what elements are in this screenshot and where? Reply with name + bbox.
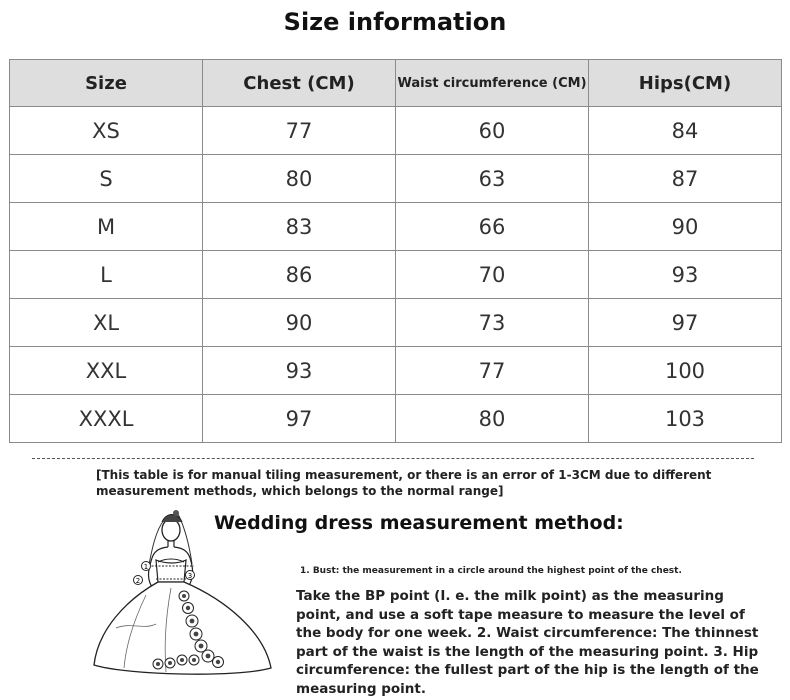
page-title: Size information (283, 8, 507, 36)
dashed-divider (32, 458, 754, 459)
header-chest: Chest (CM) (203, 60, 396, 107)
cell-chest: 93 (203, 347, 396, 395)
cell-waist: 73 (396, 299, 589, 347)
cell-waist: 66 (396, 203, 589, 251)
measurement-note: [This table is for manual tiling measurement, or there is an error of 1-3CM due to different measurement methods, which belongs to the normal range] (96, 468, 712, 498)
measurement-description: Take the BP point (I. e. the milk point) as the measuring point, and use a soft tape measure to measure the level of the body for one week. 2. Waist circumference: The thinnest part of the waist is the length of the measuring point. 3. Hip circumference: the fullest part of the hip is the length of the measuring point. (296, 588, 759, 697)
size-table (9, 59, 782, 443)
table-row (10, 155, 782, 203)
marker-3-label: 3 (187, 572, 193, 580)
cell-hips: 87 (589, 155, 782, 203)
cell-hips: 100 (589, 347, 782, 395)
cell-size: M (10, 203, 203, 251)
cell-hips: 84 (589, 107, 782, 155)
header-waist: Waist circumference (CM) (396, 60, 589, 107)
cell-chest: 86 (203, 251, 396, 299)
cell-size: XS (10, 107, 203, 155)
header-hips: Hips(CM) (589, 60, 782, 107)
cell-waist: 60 (396, 107, 589, 155)
cell-size: S (10, 155, 203, 203)
cell-size: XL (10, 299, 203, 347)
table-row (10, 107, 782, 155)
cell-chest: 77 (203, 107, 396, 155)
cell-waist: 80 (396, 395, 589, 443)
cell-chest: 97 (203, 395, 396, 443)
bust-instruction: 1. Bust: the measurement in a circle around the highest point of the chest. (300, 566, 682, 576)
cell-hips: 103 (589, 395, 782, 443)
table-row (10, 203, 782, 251)
marker-2-label: 2 (135, 577, 141, 585)
table-row (10, 347, 782, 395)
table-row (10, 299, 782, 347)
table-header-row (10, 60, 782, 107)
method-title: Wedding dress measurement method: (214, 512, 624, 534)
cell-chest: 80 (203, 155, 396, 203)
table-row (10, 251, 782, 299)
cell-waist: 77 (396, 347, 589, 395)
cell-size: XXL (10, 347, 203, 395)
cell-hips: 93 (589, 251, 782, 299)
header-size: Size (10, 60, 203, 107)
cell-size: XXXL (10, 395, 203, 443)
cell-waist: 63 (396, 155, 589, 203)
marker-1-label: 1 (143, 563, 149, 571)
cell-waist: 70 (396, 251, 589, 299)
cell-size: L (10, 251, 203, 299)
cell-chest: 83 (203, 203, 396, 251)
table-row (10, 395, 782, 443)
cell-chest: 90 (203, 299, 396, 347)
cell-hips: 90 (589, 203, 782, 251)
cell-hips: 97 (589, 299, 782, 347)
